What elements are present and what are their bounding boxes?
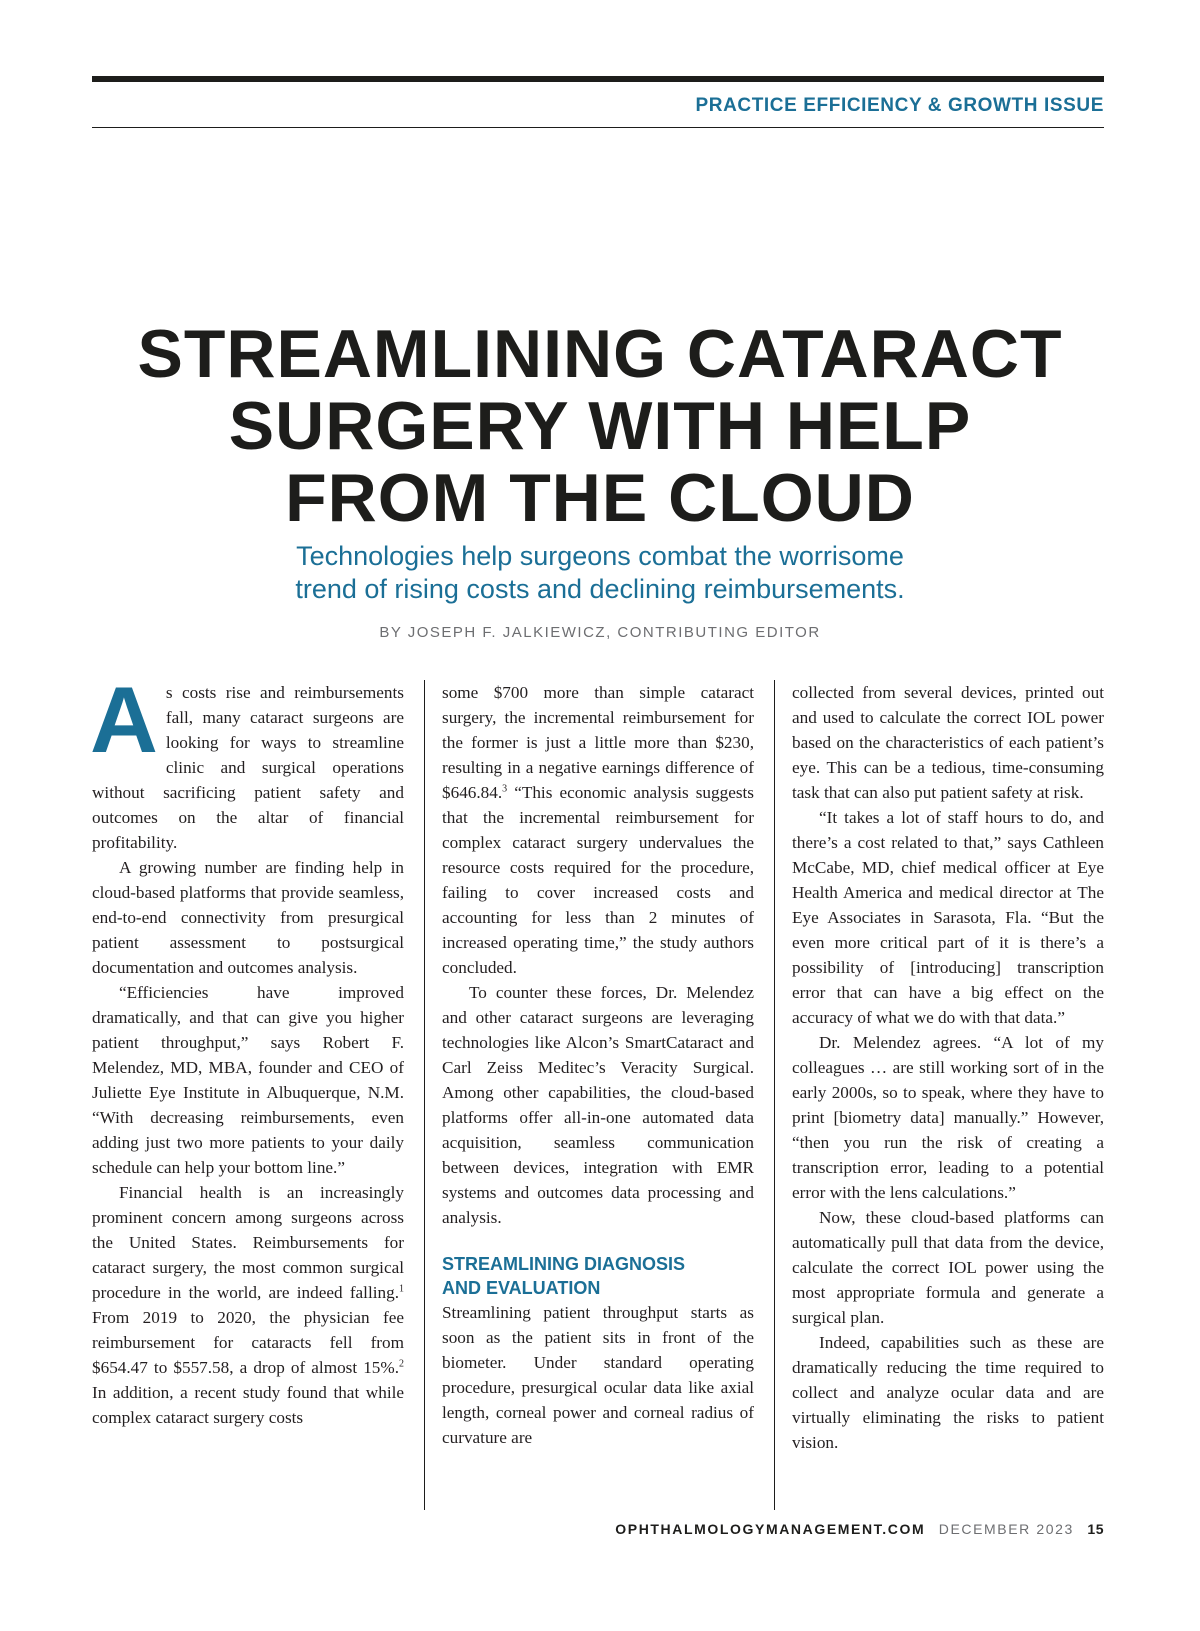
article-subtitle bbox=[150, 540, 1050, 606]
paragraph-text: s costs rise and reimbursements fall, many cataract surgeons are looking for ways to streamline clinic and surgical operations without sacrificing patient safety and outcomes on the altar of financial profitability. bbox=[92, 683, 404, 852]
page-footer bbox=[615, 1521, 1104, 1537]
headline-line: STREAMLINING CATARACT bbox=[137, 316, 1063, 392]
footer-site: OPHTHALMOLOGYMANAGEMENT.COM bbox=[615, 1521, 926, 1537]
paragraph-text: From 2019 to 2020, the physician fee reimbursement for cataracts fell from $654.47 to $557.58, a drop of almost 15%. bbox=[92, 1308, 404, 1377]
reference-marker: 1 bbox=[399, 1283, 404, 1295]
reference-marker: 3 bbox=[502, 783, 508, 795]
reference-marker: 2 bbox=[399, 1358, 404, 1370]
paragraph: collected from several devices, printed out and used to calculate the correct IOL power based on the characteristics of each patient’s eye. This can be a tedious, time-consuming task that can also put patient safety at risk. bbox=[792, 683, 1104, 802]
top-rule bbox=[92, 76, 1104, 82]
paragraph-text: Financial health is an increasingly prominent concern among surgeons across the United States. Reimbursements for cataract surgery, the most common surgical procedure in the world, are indeed falling. bbox=[92, 1183, 404, 1302]
paragraph bbox=[90, 667, 404, 855]
paragraph-text: “This economic analysis suggests that the incremental reimbursement for complex cataract surgery undervalues the resource costs required for the procedure, failing to cover increased costs and accounting for less than 2 minutes of increased operating time,” the study authors concluded. bbox=[442, 783, 754, 977]
paragraph-text: In addition, a recent study found that while complex cataract surgery costs bbox=[92, 1383, 404, 1427]
subtitle-line: Technologies help surgeons combat the worrisome bbox=[296, 541, 904, 571]
drop-cap: A bbox=[90, 667, 158, 772]
subhead-line: STREAMLINING DIAGNOSIS bbox=[442, 1254, 686, 1274]
subtitle-line: trend of rising costs and declining reimbursements. bbox=[295, 574, 905, 604]
headline-line: FROM THE CLOUD bbox=[285, 460, 915, 536]
paragraph: Now, these cloud-based platforms can automatically pull that data from the device, calculate the correct IOL power using the most appropriate formula and generate a surgical plan. bbox=[792, 1208, 1104, 1327]
body-column-1 bbox=[90, 667, 404, 1430]
body-column-3 bbox=[792, 680, 1104, 1455]
paragraph-text: some $700 more than simple cataract surgery, the incremental reimbursement for the former is just a little more than $230, resulting in a negative earnings difference of $646.84. bbox=[442, 683, 754, 802]
body-column-2 bbox=[442, 680, 754, 1450]
footer-date: DECEMBER 2023 bbox=[938, 1521, 1074, 1537]
section-label: PRACTICE EFFICIENCY & GROWTH ISSUE bbox=[695, 95, 1104, 116]
paragraph: Dr. Melendez agrees. “A lot of my colleagues … are still working sort of in the early 2000s, so to speak, where they have to print [biometry data] manually.” However, “then you run the risk of creating a transcription error, leading to a potential error with the lens calculations.” bbox=[792, 1033, 1104, 1202]
header-divider bbox=[92, 127, 1104, 128]
column-divider bbox=[424, 680, 425, 1510]
page-number: 15 bbox=[1087, 1521, 1104, 1537]
section-subhead bbox=[442, 1252, 754, 1300]
paragraph: A growing number are finding help in cloud-based platforms that provide seamless, end-to-end connectivity from presurgical patient assessment to postsurgical documentation and outcomes analysis. bbox=[92, 858, 404, 977]
subhead-line: AND EVALUATION bbox=[442, 1278, 601, 1298]
paragraph: “Efficiencies have improved dramatically, and that can give you higher patient throughput,” says Robert F. Melendez, MD, MBA, founder and CEO of Juliette Eye Institute in Albuquerque, N.M. “With decreasing reimbursements, even adding just two more patients to your daily schedule can help your bottom line.” bbox=[92, 983, 404, 1177]
headline-line: SURGERY WITH HELP bbox=[228, 388, 972, 464]
paragraph: To counter these forces, Dr. Melendez and other cataract surgeons are leveraging technologies like Alcon’s SmartCataract and Carl Zeiss Meditec’s Veracity Surgical. Among other capabilities, the cloud-based platforms offer all-in-one automated data acquisition, seamless communication between devices, integration with EMR systems and outcomes data processing and analysis. bbox=[442, 983, 754, 1227]
paragraph: “It takes a lot of staff hours to do, and there’s a cost related to that,” says Cathleen McCabe, MD, chief medical officer at Eye Health America and medical director at The Eye Associates in Sarasota, Fla. “But the even more critical part of it is there’s a possibility of [introducing] transcription error that can have a big effect on the accuracy of what we do with that data.” bbox=[792, 808, 1104, 1027]
paragraph bbox=[92, 1180, 404, 1430]
paragraph bbox=[442, 680, 754, 980]
paragraph: Indeed, capabilities such as these are dramatically reducing the time required to collect and analyze ocular data and are virtually eliminating the risks to patient vision. bbox=[792, 1333, 1104, 1452]
column-divider bbox=[774, 680, 775, 1510]
paragraph: Streamlining patient throughput starts as soon as the patient sits in front of the biometer. Under standard operating procedure, presurgical ocular data like axial length, corneal power and corneal radius of curvature are bbox=[442, 1303, 754, 1447]
byline: BY JOSEPH F. JALKIEWICZ, CONTRIBUTING EDITOR bbox=[379, 624, 821, 641]
article-headline bbox=[60, 318, 1140, 534]
